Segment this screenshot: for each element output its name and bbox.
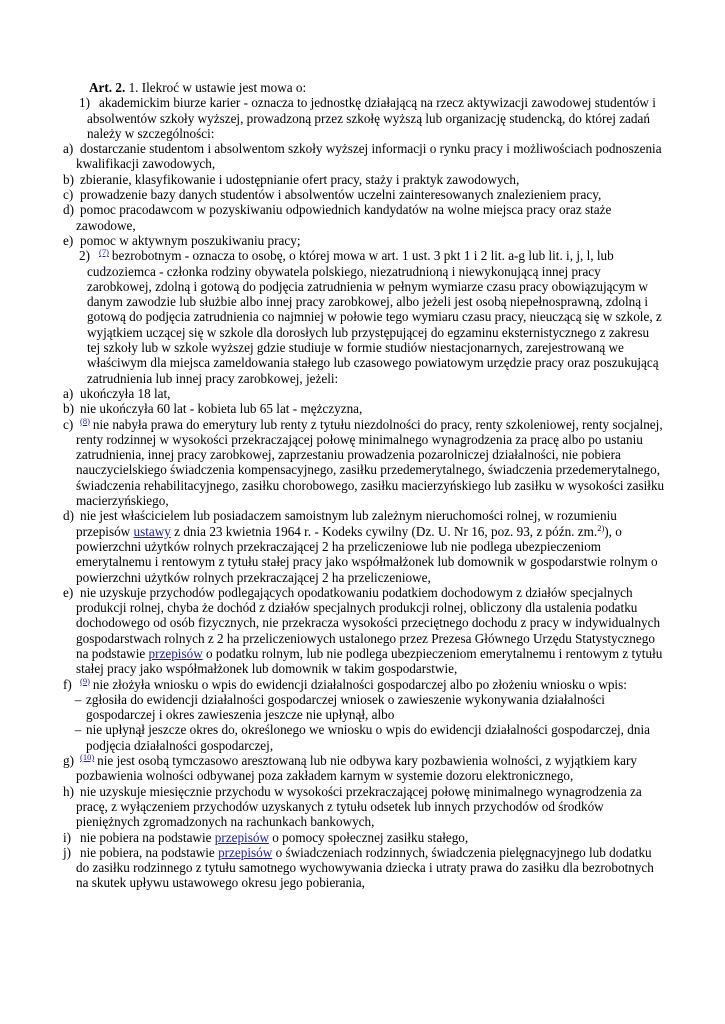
letter-item	[0, 845, 725, 891]
letter-item	[0, 401, 725, 416]
point-text: akademickim biurze karier - oznacza to jednostkę działającą na rzecz aktywizacji zawodowej studentów i absolwentów szkoły wyższej, prowadzoną przez szkołę wyższą lub organizację studencką, do której zadań należy w szczególności:	[87, 95, 656, 141]
letter-item	[0, 585, 725, 677]
letter-text: nie pobiera na podstawie	[80, 829, 215, 845]
letter-text: ), o powierzchni użytków rolnych przekraczającej 2 ha przeliczeniowe lub nie podlega ubezpieczeniom emerytalnemu i rentowym z tytułu stałej pracy jako współmałżonek lub domownik w gospodarstwie rolnym o powierzchni użytków rolnych przekraczającej 2 ha przeliczeniowe,	[76, 523, 658, 585]
dash-marker: –	[74, 722, 82, 738]
letter-label: e)	[63, 232, 74, 248]
dash-item	[0, 722, 725, 753]
letter-text: o świadczeniach rodzinnych, świadczenia pielęgnacyjnego lub dodatku do zasiłku rodzinnego z tytułu samotnego wychowywania dziecka i utraty prawa do zasiłku dla bezrobotnych na skutek upływu ustawowego okresu jego pobierania,	[76, 844, 654, 891]
letter-item	[0, 753, 725, 784]
letter-text: nie uzyskuje przychodów podlegających opodatkowaniu podatkiem dochodowym z działów specjalnych produkcji rolnej, chyba że dochód z działów specjalnych produkcji rolnej, obliczony dla ustalenia podatku dochodowego od osób fizycznych, nie przekracza wysokości przeciętnego dochodu z pracy w indywidualnych gospodarstwach rolnych z 2 ha przeliczeniowych ustalonego przez Prezesa Głównego Urzędu Statystycznego na podstawie	[76, 584, 661, 661]
footnote-link[interactable]: (9)	[80, 675, 90, 686]
letter-text: nie jest właścicielem lub posiadaczem samoistnym lub zależnym nieruchomości rolnej, w rozumieniu przepisów	[76, 508, 617, 539]
letter-label: e)	[63, 584, 74, 600]
letter-text: nie nabyła prawa do emerytury lub renty z tytułu niezdolności do pracy, renty szkoleniowej, renty socjalnej, renty rodzinnej w wysokości przekraczającej połowę minimalnego wynagrodzenia za pracę albo po ustaniu zatrudnienia, innej pracy zarobkowej, zaprzestaniu prowadzenia pozarolniczej działalności, nie pobiera nauczycielskiego świadczenia kompensacyjnego, zasiłku przedemerytalnego, świadczenia przedemerytalnego, świadczenia rehabilitacyjnego, zasiłku chorobowego, zasiłku macierzyńskiego lub zasiłku w wysokości zasiłku macierzyńskiego,	[76, 416, 665, 509]
letter-text: o pomocy społecznej zasiłku stałego,	[268, 829, 469, 845]
letter-item	[0, 187, 725, 202]
regulations-link[interactable]: przepisów	[218, 844, 273, 860]
dash-marker: –	[74, 691, 82, 707]
letter-item	[0, 417, 725, 509]
article-label: Art. 2.	[89, 80, 126, 95]
letter-text: o podatku rolnym, lub nie podlega ubezpieczeniom emerytalnemu i rentowym z tytułu stałej pracy jako współmałżonek lub domownik w takim gospodarstwie,	[76, 645, 663, 677]
letter-item	[0, 141, 725, 172]
letter-label: f)	[63, 676, 72, 692]
article-heading	[0, 80, 725, 95]
letter-text: ukończyła 18 lat,	[80, 385, 171, 401]
letter-item	[0, 677, 725, 692]
letter-item	[0, 784, 725, 830]
letter-text: nie pobiera, na podstawie	[80, 844, 219, 860]
letter-text: prowadzenie bazy danych studentów i absolwentów uczelni zainteresowanych znalezieniem pracy,	[80, 187, 602, 203]
point-2	[0, 248, 725, 386]
letter-label: j)	[63, 844, 72, 860]
letter-item	[0, 172, 725, 187]
letter-label: a)	[63, 141, 74, 157]
dash-text: zgłosiła do ewidencji działalności gospodarczej wniosek o zawieszenie wykonywania działalności gospodarczej i okres zawieszenia jeszcze nie upłynął, albo	[86, 691, 605, 723]
point-text: bezrobotnym - oznacza to osobę, o której mowa w art. 1 ust. 3 pkt 1 i 2 lit. a-g lub lit. i, j, l, lub cudzoziemca - członka rodziny obywatela polskiego, niezatrudnioną i niewykonującą innej pracy zarobkowej, zdolną i gotową do podjęcia zatrudnienia w pełnym wymiarze czasu pracy obowiązującym w danym zawodzie lub służbie albo innej pracy zarobkowej, albo jeżeli jest osobą niepełnosprawną, zdolną i gotową do podjęcia zatrudnienia co najmniej w połowie tego wymiaru czasu pracy, nieuczącą się w szkole, z wyjątkiem uczącej się w szkole dla dorosłych lub przystępującej do egzaminu eksternistycznego z zakresu tej szkoły lub w szkole wyższej gdzie studiuje w formie studiów niestacjonarnych, zarejestrowaną we właściwym dla miejsca zameldowania stałego lub czasowego powiatowym urzędzie pracy oraz poszukującą zatrudnienia lub innej pracy zarobkowej, jeżeli:	[87, 248, 662, 386]
letter-label: i)	[63, 829, 72, 845]
letter-text: z dnia 23 kwietnia 1964 r. - Kodeks cywilny (Dz. U. Nr 16, poz. 93, z późn. zm.	[170, 523, 598, 539]
footnote-ref: 2)	[597, 522, 605, 533]
letter-label: h)	[63, 783, 74, 799]
letter-label: d)	[63, 202, 74, 218]
letter-text: nie złożyła wniosku o wpis do ewidencji działalności gospodarczej albo po złożeniu wniosku o wpis:	[92, 676, 627, 692]
footnote-link[interactable]: (10)	[80, 752, 95, 763]
legal-document	[0, 80, 725, 891]
letter-label: c)	[63, 416, 74, 432]
letter-label: d)	[63, 508, 74, 524]
dash-item	[0, 692, 725, 723]
letter-item	[0, 386, 725, 401]
letter-text: pomoc pracodawcom w pozyskiwaniu odpowiednich kandydatów na wolne miejsca pracy oraz staże zawodowe,	[76, 202, 612, 233]
dash-text: nie upłynął jeszcze okres do, określonego we wniosku o wpis do ewidencji działalności gospodarczej, dnia podjęcia działalności gospodarczej,	[86, 722, 650, 753]
point-number: 1)	[79, 95, 90, 111]
letter-label: b)	[63, 171, 74, 187]
letter-item	[0, 830, 725, 845]
regulations-link[interactable]: przepisów	[214, 829, 269, 845]
letter-item	[0, 508, 725, 584]
letter-text: zbieranie, klasyfikowanie i udostępnianie ofert pracy, staży i praktyk zawodowych,	[80, 171, 520, 187]
letter-text: nie ukończyła 60 lat - kobieta lub 65 lat - mężczyzna,	[80, 401, 363, 417]
letter-text: nie uzyskuje miesięcznie przychodu w wysokości przekraczającej połowę minimalnego wynagrodzenia za pracę, z wyłączeniem przychodów uzyskanych z tytułu odsetek lub innych przychodów od środków pieniężnych zgromadzonych na rachunkach bankowych,	[76, 783, 642, 830]
letter-label: g)	[63, 753, 74, 769]
point-1	[0, 95, 725, 141]
letter-text: pomoc w aktywnym poszukiwaniu pracy;	[80, 232, 301, 248]
letter-item	[0, 233, 725, 248]
statute-link[interactable]: ustawy	[133, 523, 171, 539]
regulations-link[interactable]: przepisów	[148, 645, 203, 661]
footnote-link[interactable]: (8)	[80, 415, 90, 426]
letter-label: b)	[63, 401, 74, 417]
letter-item	[0, 202, 725, 233]
letter-label: c)	[63, 187, 74, 203]
letter-text: dostarczanie studentom i absolwentom szkoły wyższej informacji o rynku pracy i możliwościach podnoszenia kwalifikacji zawodowych,	[76, 141, 662, 172]
footnote-link[interactable]: (7)	[99, 247, 109, 258]
point-number: 2)	[79, 248, 90, 264]
article-intro: 1. Ilekroć w ustawie jest mowa o:	[125, 80, 307, 95]
letter-label: a)	[63, 385, 74, 401]
letter-text: nie jest osobą tymczasowo aresztowaną lub nie odbywa kary pozbawienia wolności, z wyjątkiem kary pozbawienia wolności odbywanej poza zakładem karnym w systemie dozoru elektronicznego,	[76, 753, 637, 784]
